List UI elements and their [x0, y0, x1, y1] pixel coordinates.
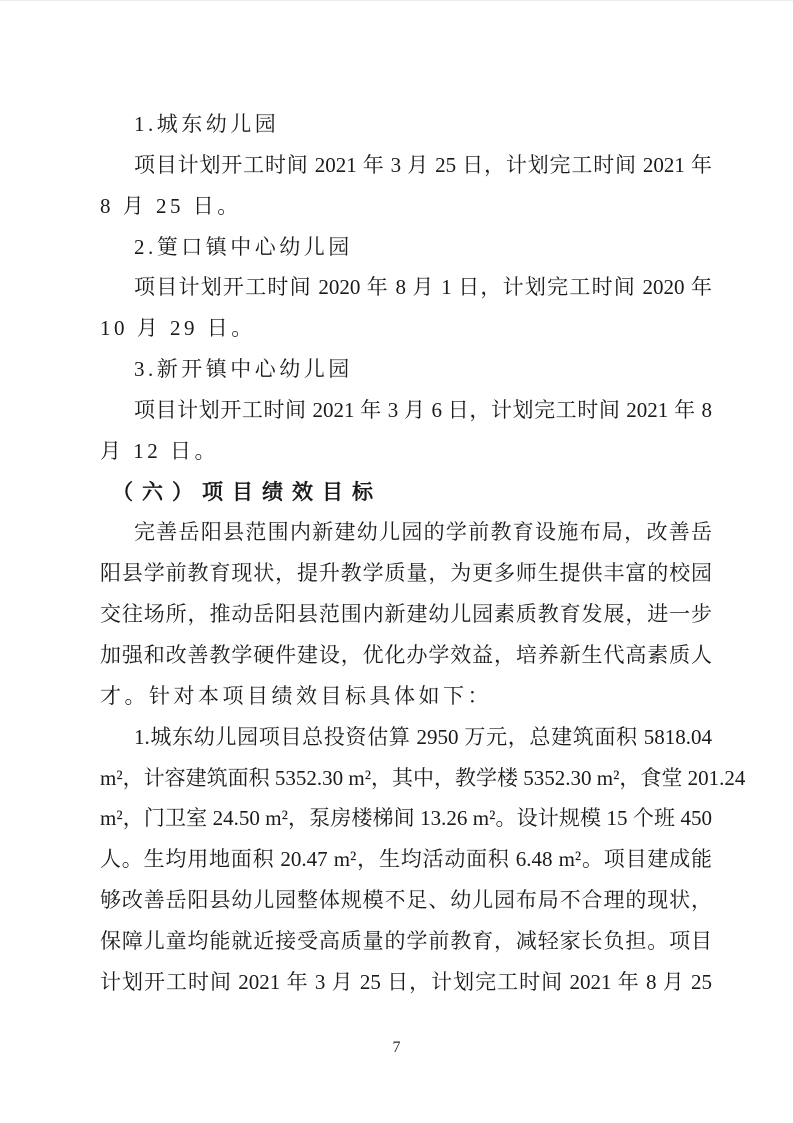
text-line: 10 月 29 日。	[100, 316, 256, 341]
item-3-title: 3.新开镇中心幼儿园	[134, 357, 353, 382]
section-heading: （六）项目绩效目标	[112, 479, 382, 504]
text-line: 完善岳阳县范围内新建幼儿园的学前教育设施布局，改善岳	[134, 520, 712, 545]
text-line: 才。针对本项目绩效目标具体如下：	[100, 683, 492, 708]
text-line: 阳县学前教育现状，提升教学质量，为更多师生提供丰富的校园	[100, 561, 712, 586]
text-line: 月 12 日。	[100, 438, 219, 463]
text-line: 计划开工时间 2021 年 3 月 25 日，计划完工时间 2021 年 8 月 25	[100, 969, 712, 994]
page-number: 7	[392, 1039, 401, 1056]
text-line: 够改善岳阳县幼儿园整体规模不足、幼儿园布局不合理的现状，	[100, 888, 712, 913]
text-line: 交往场所，推动岳阳县范围内新建幼儿园素质教育发展，进一步	[100, 602, 712, 627]
text-line: 加强和改善教学硬件建设，优化办学效益，培养新生代高素质人	[100, 642, 712, 667]
text-line: 项目计划开工时间 2020 年 8 月 1 日，计划完工时间 2020 年	[134, 275, 712, 300]
text-line: 1.城东幼儿园项目总投资估算 2950 万元，总建筑面积 5818.04	[134, 724, 712, 749]
text-line: 项目计划开工时间 2021 年 3 月 25 日，计划完工时间 2021 年	[134, 152, 712, 177]
text-line: 保障儿童均能就近接受高质量的学前教育，减轻家长负担。项目	[100, 928, 712, 953]
text-line: 8 月 25 日。	[100, 193, 242, 218]
text-line: m²，计容建筑面积 5352.30 m²，其中，教学楼 5352.30 m²，食堂 201.24	[100, 765, 746, 790]
page-body	[100, 104, 746, 1003]
text-line: 人。生均用地面积 20.47 m²，生均活动面积 6.48 m²。项目建成能	[100, 847, 712, 872]
item-1-title: 1.城东幼儿园	[134, 112, 280, 136]
text-line: m²，门卫室 24.50 m²，泵房楼梯间 13.26 m²。设计规模 15 个班 450	[100, 806, 712, 831]
text-line: 项目计划开工时间 2021 年 3 月 6 日，计划完工时间 2021 年 8	[134, 397, 712, 422]
item-2-title: 2.筻口镇中心幼儿园	[134, 234, 353, 259]
